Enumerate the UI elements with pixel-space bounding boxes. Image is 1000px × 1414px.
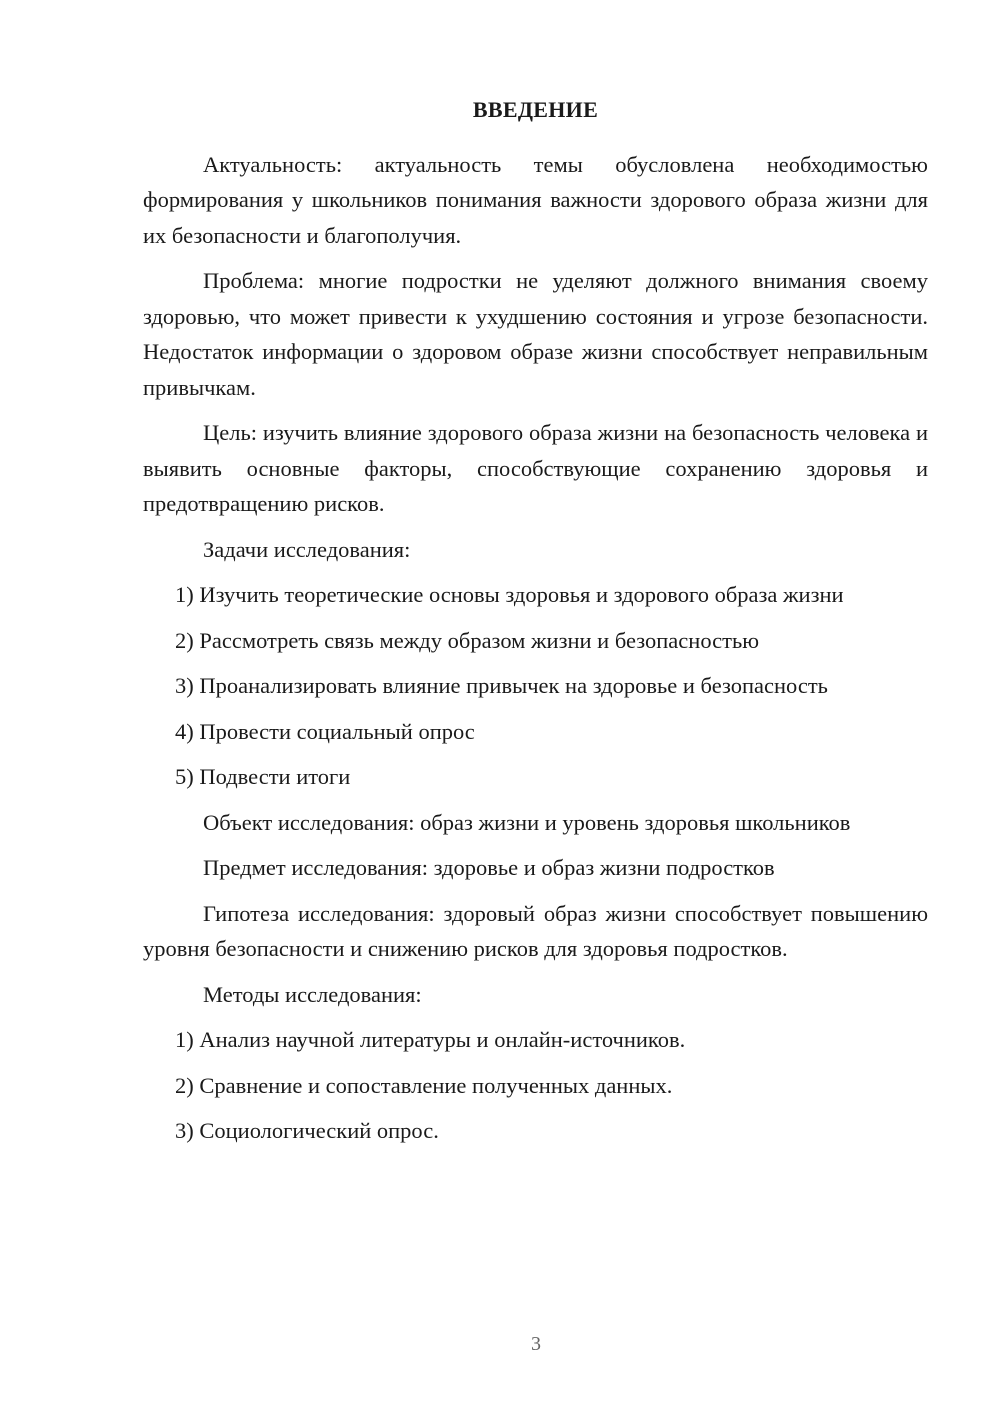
document-page: [143, 92, 928, 1159]
hypothesis-paragraph: Гипотеза исследования: здоровый образ жизни способствует повышению уровня безопасности и снижению рисков для здоровья подростков.: [143, 900, 928, 961]
methods-heading: Методы исследования:: [203, 981, 422, 1007]
task-item: 5) Подвести итоги: [175, 764, 351, 789]
task-item: 1) Изучить теоретические основы здоровья и здорового образа жизни: [175, 582, 844, 607]
subject-line: Предмет исследования: здоровье и образ жизни подростков: [203, 855, 775, 880]
relevance-paragraph: Актуальность: актуальность темы обусловлена необходимостью формирования у школьников понимания важности здорового образа жизни для их безопасности и благополучия.: [143, 151, 928, 248]
method-item: 3) Социологический опрос.: [175, 1118, 439, 1143]
page-number: 3: [531, 1333, 541, 1355]
tasks-heading: Задачи исследования:: [203, 536, 411, 562]
task-item: 2) Рассмотреть связь между образом жизни и безопасностью: [175, 627, 760, 653]
page-title: ВВЕДЕНИЕ: [472, 97, 599, 122]
task-item: 4) Провести социальный опрос: [175, 718, 475, 744]
object-line: Объект исследования: образ жизни и уровень здоровья школьников: [203, 809, 851, 835]
method-item: 2) Сравнение и сопоставление полученных данных.: [175, 1072, 673, 1098]
goal-paragraph: Цель: изучить влияние здорового образа жизни на безопасность человека и выявить основные факторы, способствующие сохранению здоровья и предотвращению рисков.: [143, 420, 928, 516]
problem-paragraph: Проблема: многие подростки не уделяют должного внимания своему здоровью, что может привести к ухудшению состояния и угрозе безопасности. Недостаток информации о здоровом образе жизни способствует неправильным привычкам.: [143, 268, 928, 400]
task-item: 3) Проанализировать влияние привычек на здоровье и безопасность: [175, 673, 828, 698]
method-item: 1) Анализ научной литературы и онлайн-источников.: [175, 1027, 686, 1052]
